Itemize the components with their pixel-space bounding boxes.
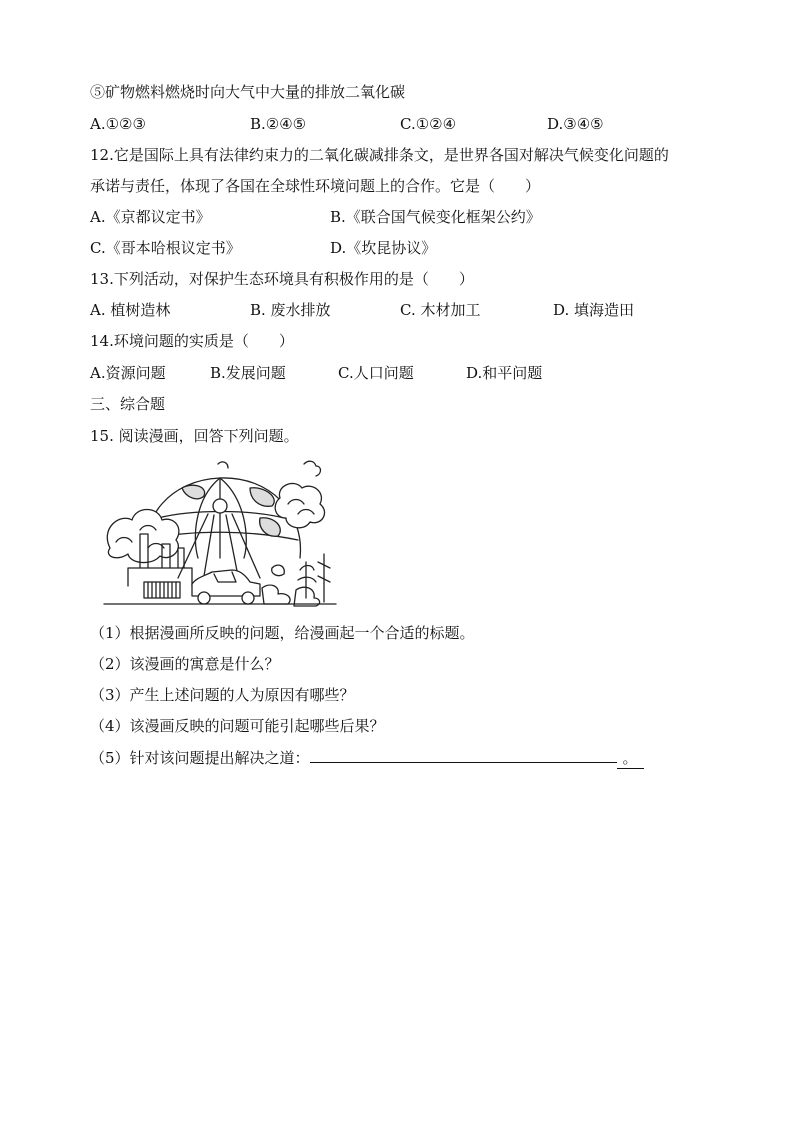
q14-option-d: D.和平问题 xyxy=(466,364,543,382)
q11-option-c: C.①②④ xyxy=(400,115,457,133)
q13-option-d: D. 填海造田 xyxy=(553,301,635,319)
answer-blank-line[interactable] xyxy=(310,748,617,763)
q15-sub-3: （3）产生上述问题的人为原因有哪些？ xyxy=(90,686,355,704)
q11-option-a: A.①②③ xyxy=(90,115,146,133)
pollution-cartoon-illustration xyxy=(100,458,340,608)
q14-option-a: A.资源问题 xyxy=(90,364,166,382)
q15-sub-2: （2）该漫画的寓意是什么？ xyxy=(90,655,280,673)
q15-sub-4: （4）该漫画反映的问题可能引起哪些后果？ xyxy=(90,717,385,735)
q12-option-b: B.《联合国气候变化框架公约》 xyxy=(330,208,541,226)
q15-sub-5: （5）针对该问题提出解决之道： xyxy=(90,749,310,767)
q14-option-c: C.人口问题 xyxy=(338,364,414,382)
q15-sub-5-end: 。 xyxy=(617,748,644,769)
q15-sub-1: （1）根据漫画所反映的问题，给漫画起一个合适的标题。 xyxy=(90,624,475,642)
q12-stem-line1: 12.它是国际上具有法律约束力的二氧化碳减排条文，是世界各国对解决气候变化问题的 xyxy=(90,146,669,164)
q15-sub-5-row xyxy=(90,748,644,769)
q13-option-c: C. 木材加工 xyxy=(400,301,481,319)
section-heading: 三、综合题 xyxy=(90,395,166,413)
q13-stem: 13.下列活动，对保护生态环境具有积极作用的是（ ） xyxy=(90,270,474,288)
q13-option-b: B. 废水排放 xyxy=(250,301,331,319)
q13-option-a: A. 植树造林 xyxy=(90,301,171,319)
q14-stem: 14.环境问题的实质是（ ） xyxy=(90,332,294,350)
q11-option-d: D.③④⑤ xyxy=(547,115,604,133)
q14-option-b: B.发展问题 xyxy=(210,364,286,382)
q12-stem-line2: 承诺与责任，体现了各国在全球性环境问题上的合作。它是（ ） xyxy=(90,177,541,195)
q12-option-a: A.《京都议定书》 xyxy=(90,208,211,226)
q11-option-b: B.②④⑤ xyxy=(250,115,307,133)
q12-option-c: C.《哥本哈根议定书》 xyxy=(90,239,241,257)
q11-item5: ⑤矿物燃料燃烧时向大气中大量的排放二氧化碳 xyxy=(90,83,406,101)
q15-stem: 15. 阅读漫画，回答下列问题。 xyxy=(90,427,299,445)
sun xyxy=(213,499,227,513)
q12-option-d: D.《坎昆协议》 xyxy=(330,239,437,257)
